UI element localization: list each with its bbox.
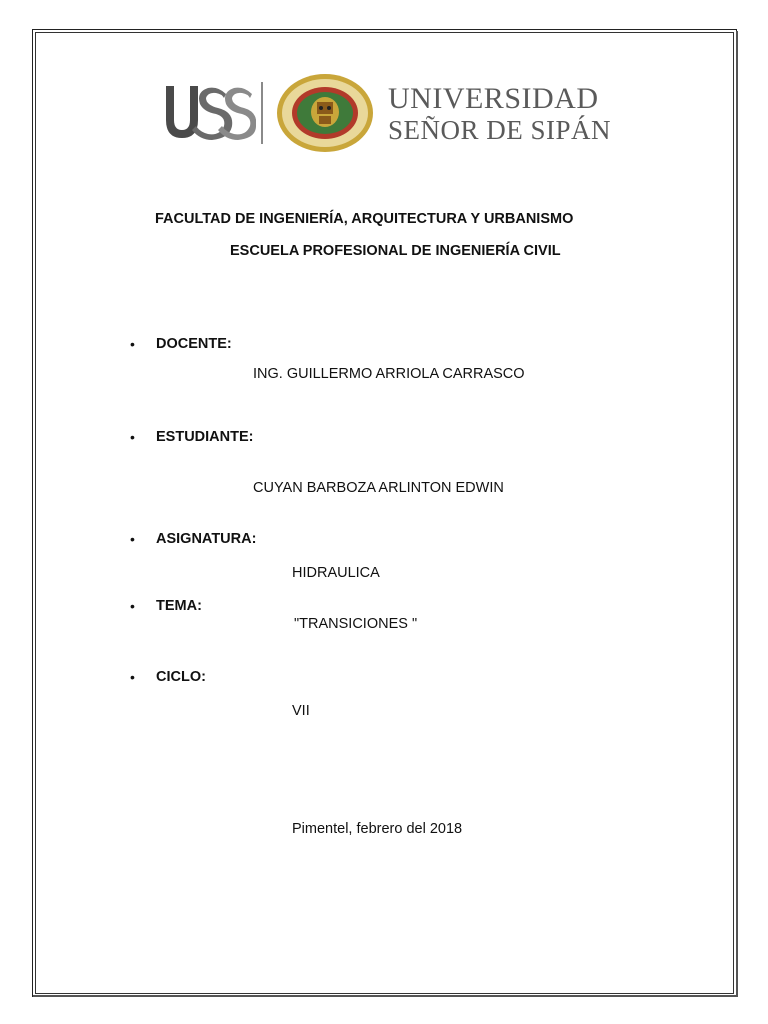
bullet-icon: • bbox=[130, 531, 135, 547]
university-name-line1: UNIVERSIDAD bbox=[388, 82, 599, 115]
field-value-asignatura: HIDRAULICA bbox=[292, 565, 380, 581]
page-border-inner bbox=[35, 32, 734, 994]
logo-divider bbox=[261, 82, 263, 144]
field-label-ciclo: CICLO: bbox=[156, 669, 206, 685]
bullet-icon: • bbox=[130, 669, 135, 685]
page-border-shadow-bottom bbox=[33, 995, 738, 997]
field-value-estudiante: CUYAN BARBOZA ARLINTON EDWIN bbox=[253, 480, 504, 496]
field-label-estudiante: ESTUDIANTE: bbox=[156, 429, 254, 445]
field-value-tema: "TRANSICIONES " bbox=[294, 616, 418, 632]
field-label-docente: DOCENTE: bbox=[156, 336, 232, 352]
bullet-icon: • bbox=[130, 336, 135, 352]
university-seal-icon bbox=[275, 72, 375, 154]
university-name-line2: SEÑOR DE SIPÁN bbox=[388, 115, 612, 145]
faculty-heading: FACULTAD DE INGENIERÍA, ARQUITECTURA Y URBANISMO bbox=[155, 211, 574, 227]
place-date: Pimentel, febrero del 2018 bbox=[292, 821, 463, 837]
uss-monogram-logo bbox=[160, 80, 256, 146]
field-value-docente: ING. GUILLERMO ARRIOLA CARRASCO bbox=[253, 366, 525, 382]
university-logo bbox=[160, 72, 660, 154]
school-heading: ESCUELA PROFESIONAL DE INGENIERÍA CIVIL bbox=[230, 243, 561, 259]
bullet-icon: • bbox=[130, 598, 135, 614]
page-border-shadow-right bbox=[736, 31, 738, 997]
bullet-icon: • bbox=[130, 429, 135, 445]
field-value-ciclo: VII bbox=[292, 703, 310, 719]
field-label-tema: TEMA: bbox=[156, 598, 202, 614]
university-name bbox=[388, 84, 668, 144]
field-label-asignatura: ASIGNATURA: bbox=[156, 531, 257, 547]
